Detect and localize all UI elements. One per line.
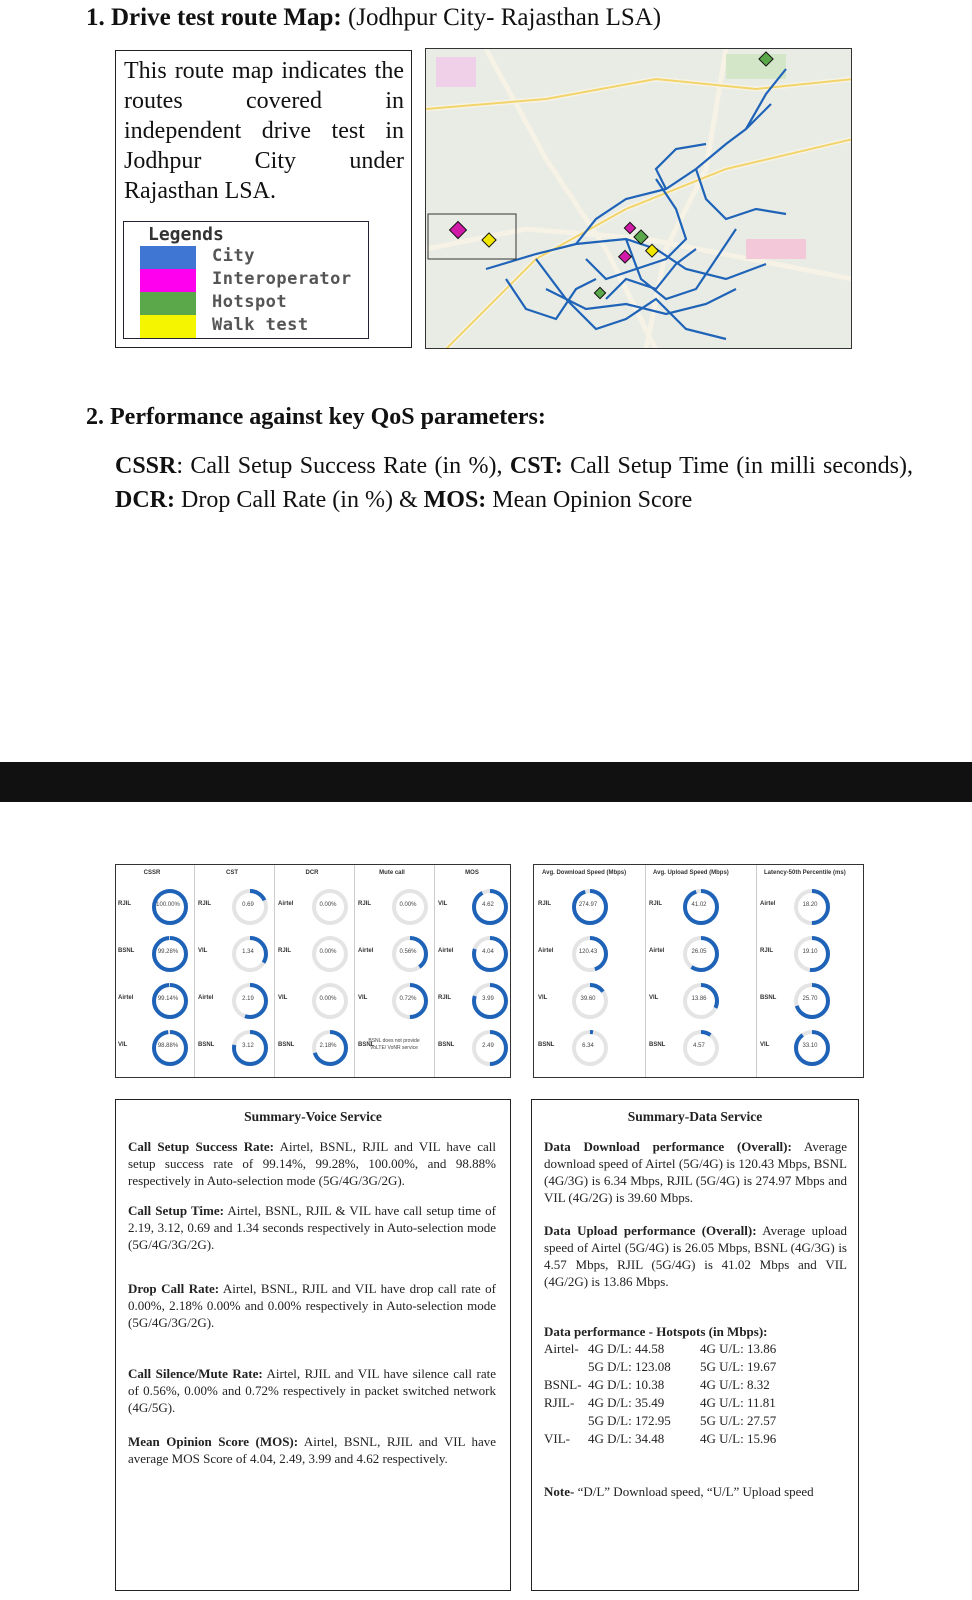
kpi-ring-holder (681, 934, 721, 979)
para-text: Airtel, BSNL, RJIL & VIL have call setup time of 2.19, 3.12, 0.69 and 1.34 seconds respectively in Auto-selection mode (5G/4G/3G/2G). (128, 1203, 496, 1252)
kpi-operator-label: BSNL (538, 1042, 555, 1048)
cssr-abbr: CSSR (115, 453, 177, 479)
hotspot-dl: 4G D/L: 10.38 (588, 1377, 665, 1392)
kpi-ring-holder (570, 887, 610, 932)
summary-voice-box (115, 1099, 511, 1591)
hotspot-row (544, 1376, 770, 1393)
kpi-ring-holder (792, 1028, 832, 1073)
divider-band (0, 762, 972, 802)
kpi-value: 0.72% (399, 996, 417, 1002)
para-label: Data Download performance (Overall): (544, 1139, 792, 1154)
voice-summary-mos (128, 1433, 496, 1467)
cst-text: Call Setup Time (in milli seconds), (562, 453, 913, 479)
kpi-value: 6.34 (582, 1043, 594, 1049)
map-legend (123, 221, 369, 339)
kpi-ring-holder (681, 981, 721, 1026)
kpi-operator-label: BSNL (118, 948, 135, 954)
hotspot-row (544, 1430, 776, 1447)
para-label: Mean Opinion Score (MOS): (128, 1434, 299, 1449)
legend-label: City (212, 246, 255, 266)
note-label: Note- (544, 1484, 575, 1499)
kpi-ring-holder (150, 1028, 190, 1073)
kpi-value: 18.20 (802, 902, 818, 908)
hotspot-row (544, 1412, 776, 1429)
kpi-column-divider (756, 865, 757, 1077)
legend-item-hotspot (140, 292, 370, 315)
kpi-value: 0.00% (319, 949, 337, 955)
para-text: Average download speed of Airtel (5G/4G) is 120.43 Mbps, BSNL (4G/3G) is 6.34 Mbps, RJIL (5G/4G) is 274.97 Mbps and VIL (4G/2G) is 39.60 Mbps. (544, 1139, 847, 1205)
kpi-value: 99.14% (157, 996, 179, 1002)
kpi-value: 98.88% (157, 1043, 179, 1049)
legend-title: Legends (148, 224, 224, 245)
para-text: Airtel, BSNL, RJIL and VIL have call setup success rate of 99.14%, 99.28%, 100.00%, and 98.88% respectively in Auto-selection mode (5G/4G/3G/2G). (128, 1139, 496, 1188)
kpi-column-divider (274, 865, 275, 1077)
kpi-operator-label: RJIL (438, 995, 452, 1001)
kpi-operator-label: RJIL (649, 901, 663, 907)
hotspot-ul: 5G U/L: 27.57 (700, 1413, 777, 1428)
legend-swatch (140, 315, 196, 338)
legend-label: Interoperator (212, 269, 352, 289)
kpi-value: 120.43 (578, 949, 598, 955)
section-2-heading (86, 404, 546, 431)
kpi-operator-label: Airtel (649, 948, 665, 954)
para-text: Airtel, RJIL and VIL have silence call rate of 0.56%, 0.00% and 0.72% respectively in packet switched network (4G/5G). (128, 1366, 496, 1415)
legend-item-city (140, 246, 370, 269)
kpi-ring-holder (310, 887, 350, 932)
kpi-column-header: CST (226, 870, 238, 876)
kpi-ring-holder (150, 934, 190, 979)
voice-summary-mute (128, 1365, 496, 1416)
kpi-operator-label: RJIL (358, 901, 372, 907)
kpi-ring-holder (792, 981, 832, 1026)
kpi-operator-label: VIL (438, 901, 448, 907)
mos-abbr: MOS: (423, 487, 487, 513)
legend-swatch (140, 269, 196, 292)
kpi-column-divider (434, 865, 435, 1077)
mos-text: Mean Opinion Score (486, 487, 693, 513)
kpi-operator-label: Airtel (438, 948, 454, 954)
kpi-operator-label: VIL (538, 995, 548, 1001)
kpi-column-header: Avg. Download Speed (Mbps) (542, 870, 627, 876)
hotspot-op: RJIL- (544, 1395, 575, 1410)
qos-definitions (115, 449, 913, 517)
kpi-operator-label: VIL (649, 995, 659, 1001)
section-2-title: Performance against key QoS parameters: (110, 404, 546, 430)
kpi-ring-holder (230, 981, 270, 1026)
kpi-operator-label: RJIL (198, 901, 212, 907)
kpi-ring-holder (230, 934, 270, 979)
kpi-value: 1.34 (242, 949, 254, 955)
kpi-ring-holder (470, 887, 510, 932)
kpi-operator-label: Airtel (760, 901, 776, 907)
kpi-column-header: Avg. Upload Speed (Mbps) (653, 870, 729, 876)
kpi-ring-holder (230, 887, 270, 932)
data-summary-note (544, 1483, 847, 1500)
kpi-column-header: DCR (305, 870, 319, 876)
kpi-operator-label: BSNL (438, 1042, 455, 1048)
kpi-ring-holder (150, 887, 190, 932)
hotspot-op: VIL- (544, 1431, 570, 1446)
kpi-operator-label: Airtel (538, 948, 554, 954)
kpi-value: 41.02 (691, 902, 707, 908)
hotspot-ul: 5G U/L: 19.67 (700, 1359, 777, 1374)
kpi-ring-holder (570, 981, 610, 1026)
kpi-value: 274.97 (578, 902, 598, 908)
kpi-operator-label: Airtel (358, 948, 374, 954)
hotspot-ul: 4G U/L: 13.86 (700, 1341, 777, 1356)
hotspot-row (544, 1340, 776, 1357)
data-kpi-panel (533, 864, 864, 1078)
hotspot-ul: 4G U/L: 8.32 (700, 1377, 770, 1392)
kpi-ring-holder (150, 981, 190, 1026)
kpi-operator-label: Airtel (118, 995, 134, 1001)
kpi-ring-holder (792, 887, 832, 932)
hotspot-dl: 5G D/L: 123.08 (588, 1359, 671, 1374)
kpi-operator-label: RJIL (538, 901, 552, 907)
summary-data-title: Summary-Data Service (627, 1109, 763, 1124)
kpi-ring-holder (230, 1028, 270, 1073)
kpi-value: 25.70 (802, 996, 818, 1002)
para-text: Average upload speed of Airtel (5G/4G) is 26.05 Mbps, BSNL (4G/3G) is 4.57 Mbps, RJIL (5G/4G) is 41.02 Mbps and VIL (4G/2G) is 13.86 Mbps. (544, 1223, 847, 1289)
kpi-operator-label: Airtel (278, 901, 294, 907)
dcr-abbr: DCR: (115, 487, 175, 513)
kpi-column-divider (194, 865, 195, 1077)
kpi-value: 3.12 (242, 1043, 254, 1049)
hotspot-ul: 4G U/L: 11.81 (700, 1395, 776, 1410)
kpi-ring-holder (390, 887, 430, 932)
data-summary-upload (544, 1222, 847, 1290)
kpi-operator-label: Airtel (198, 995, 214, 1001)
kpi-value: 99.28% (157, 949, 179, 955)
cssr-text: : Call Setup Success Rate (in %), (176, 453, 510, 479)
kpi-value: 33.10 (802, 1043, 818, 1049)
kpi-operator-label: VIL (118, 1042, 128, 1048)
note-text: “D/L” Download speed, “U/L” Upload speed (574, 1484, 814, 1499)
kpi-operator-label: VIL (278, 995, 288, 1001)
kpi-ring-holder (390, 981, 430, 1026)
legend-item-walk-test (140, 315, 370, 338)
legend-label: Walk test (212, 315, 309, 335)
kpi-operator-label: BSNL (760, 995, 777, 1001)
hotspot-dl: 4G D/L: 44.58 (588, 1341, 665, 1356)
kpi-value: 3.99 (482, 996, 494, 1002)
kpi-operator-label: BSNL (358, 1042, 375, 1048)
kpi-ring-holder (570, 1028, 610, 1073)
section-2-number: 2. (86, 404, 104, 430)
route-map-description-box (115, 50, 412, 348)
section-1-title-bold: Drive test route Map: (111, 4, 342, 31)
hotspot-row (544, 1358, 776, 1375)
kpi-value: 2.18% (319, 1043, 337, 1049)
hotspot-op: Airtel- (544, 1341, 579, 1356)
kpi-value: 0.69 (242, 902, 254, 908)
dcr-text: Drop Call Rate (in %) & (175, 487, 424, 513)
kpi-column-header: MOS (465, 870, 479, 876)
kpi-value: 13.86 (691, 996, 707, 1002)
hotspot-op: BSNL- (544, 1377, 582, 1392)
kpi-column-header: Mute call (379, 870, 405, 876)
para-label: Drop Call Rate: (128, 1281, 220, 1296)
kpi-value: 0.00% (319, 902, 337, 908)
kpi-value: 2.49 (482, 1043, 494, 1049)
section-1-heading (86, 4, 661, 32)
legend-swatch (140, 292, 196, 315)
section-1-title-rest: (Jodhpur City- Rajasthan LSA) (341, 4, 662, 31)
legend-swatch (140, 246, 196, 269)
voice-summary-cssr (128, 1138, 496, 1189)
kpi-ring-holder (470, 934, 510, 979)
kpi-column-divider (645, 865, 646, 1077)
kpi-operator-label: VIL (760, 1042, 770, 1048)
drive-test-route-map (425, 48, 852, 349)
kpi-ring-holder (681, 1028, 721, 1073)
hotspot-row (544, 1394, 776, 1411)
kpi-ring-holder (310, 1028, 350, 1073)
kpi-value: 4.57 (693, 1043, 705, 1049)
kpi-column-header: Latency-50th Percentile (ms) (764, 870, 846, 876)
kpi-ring-holder (570, 934, 610, 979)
kpi-operator-label: BSNL (649, 1042, 666, 1048)
hotspot-dl: 5G D/L: 172.95 (588, 1413, 671, 1428)
kpi-operator-label: RJIL (118, 901, 132, 907)
cst-abbr: CST: (509, 453, 563, 479)
kpi-column-divider (354, 865, 355, 1077)
kpi-ring-holder (470, 1028, 510, 1073)
hotspot-dl: 4G D/L: 34.48 (588, 1431, 665, 1446)
kpi-operator-label: VIL (358, 995, 368, 1001)
kpi-ring-holder (681, 887, 721, 932)
kpi-ring-holder (310, 934, 350, 979)
voice-summary-dcr (128, 1280, 496, 1331)
kpi-ring-holder (470, 981, 510, 1026)
para-label: Call Setup Success Rate: (128, 1139, 275, 1154)
section-1-number: 1. (86, 4, 105, 31)
voice-summary-cst (128, 1202, 496, 1253)
kpi-value: 0.00% (399, 902, 417, 908)
kpi-operator-label: RJIL (760, 948, 774, 954)
para-text: Airtel, BSNL, RJIL and VIL have average MOS Score of 4.04, 2.49, 3.99 and 4.62 respectively. (128, 1434, 497, 1466)
kpi-operator-label: VIL (198, 948, 208, 954)
kpi-value: 19.10 (802, 949, 818, 955)
kpi-operator-label: BSNL (278, 1042, 295, 1048)
hotspot-title: Data performance - Hotspots (in Mbps): (544, 1324, 768, 1339)
kpi-value: 2.19 (242, 996, 254, 1002)
kpi-column-header: CSSR (143, 870, 161, 876)
kpi-value: 39.60 (580, 996, 596, 1002)
para-label: Data Upload performance (Overall): (544, 1223, 757, 1238)
kpi-operator-label: BSNL (198, 1042, 215, 1048)
kpi-value: 0.00% (319, 996, 337, 1002)
hotspot-dl: 4G D/L: 35.49 (588, 1395, 665, 1410)
para-label: Call Setup Time: (128, 1203, 224, 1218)
kpi-value: 26.05 (691, 949, 707, 955)
data-summary-download (544, 1138, 847, 1206)
route-map-graphic (426, 49, 852, 349)
summary-voice-title: Summary-Voice Service (244, 1109, 382, 1124)
summary-data-box (531, 1099, 859, 1591)
kpi-ring-holder (792, 934, 832, 979)
kpi-value: 0.56% (399, 949, 417, 955)
legend-label: Hotspot (212, 292, 288, 312)
hotspot-ul: 4G U/L: 15.96 (700, 1431, 777, 1446)
kpi-value: 4.62 (482, 902, 494, 908)
kpi-operator-label: RJIL (278, 948, 292, 954)
voice-kpi-panel (115, 864, 511, 1078)
kpi-ring-holder (310, 981, 350, 1026)
kpi-ring-holder (390, 934, 430, 979)
para-label: Call Silence/Mute Rate: (128, 1366, 263, 1381)
para-text: Airtel, BSNL, RJIL and VIL have drop call rate of 0.00%, 2.18% 0.00% and 0.00% respectively in Auto-selection mode (5G/4G/3G/2G). (128, 1281, 496, 1330)
route-map-description: This route map indicates the routes covered in independent drive test in Jodhpur City under Rajasthan LSA. (124, 58, 404, 204)
kpi-value: 100.00% (156, 902, 180, 908)
kpi-value: 4.04 (482, 949, 494, 955)
legend-item-interoperator (140, 269, 370, 292)
kpi-not-applicable-note: BSNL does not provide VoLTE/ VoNR service (368, 1038, 420, 1051)
